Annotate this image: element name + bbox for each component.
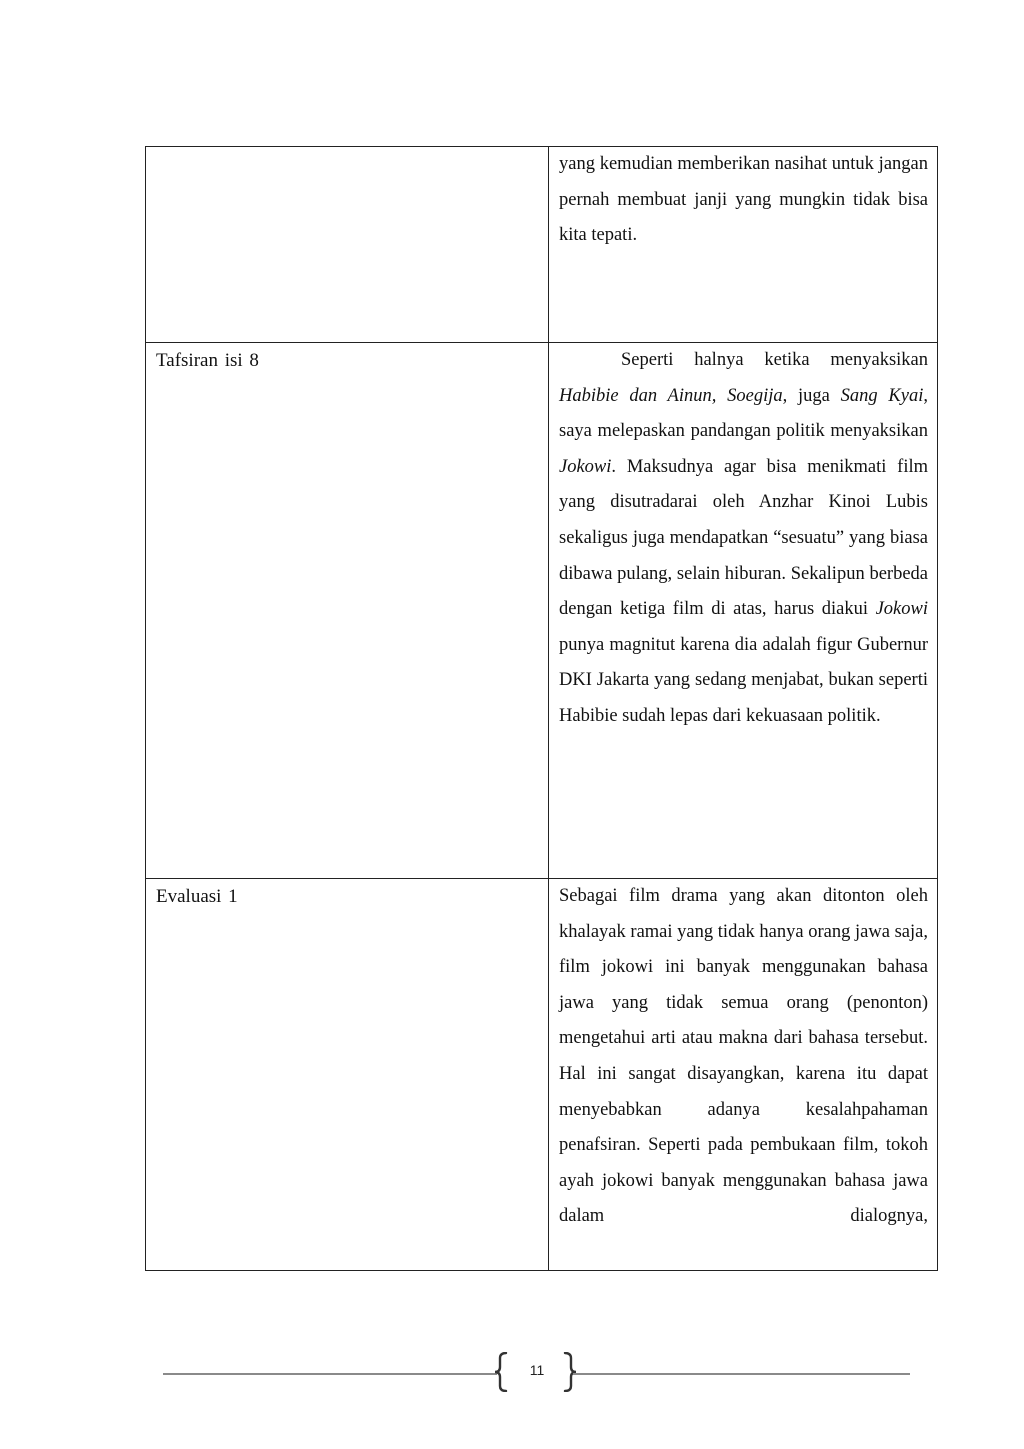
row-content	[549, 147, 938, 343]
footer-rule-right	[573, 1373, 910, 1375]
footer-rule-left	[163, 1373, 497, 1375]
paragraph-text: Sebagai film drama yang akan ditonton oleh khalayak ramai yang tidak hanya orang jawa saja, film jokowi ini banyak menggunakan bahasa jawa yang tidak semua orang (penonton) mengetahui arti atau makna dari bahasa tersebut. Hal ini sangat disayangkan, karena itu dapat menyebabkan adanya kesalahpahaman penafsiran. Seperti pada pembukaan film, tokoh ayah jokowi banyak menggunakan bahasa jawa dalam dialognya,	[559, 886, 928, 1227]
italic-title-text: Habibie dan Ainun, Soegija	[559, 385, 783, 406]
page-footer	[0, 1352, 1024, 1396]
row-content	[549, 343, 938, 879]
italic-title-text: Sang Kyai	[840, 385, 924, 406]
paragraph-text: punya magnitut karena dia adalah figur Gubernur DKI Jakarta yang sedang menjabat, bukan seperti Habibie sudah lepas dari kekuasaan politik.	[559, 634, 928, 726]
table-row	[146, 147, 938, 343]
paragraph-text: yang kemudian memberikan nasihat untuk jangan pernah membuat janji yang mungkin tidak bisa kita tepati.	[559, 154, 928, 246]
page-number: 11	[529, 1362, 545, 1378]
left-brace-ornament	[494, 1352, 510, 1392]
paragraph-text: , saya melepaskan pandangan politik menyaksikan	[559, 385, 928, 442]
italic-title-text: Jokowi	[559, 456, 612, 477]
table-row	[146, 879, 938, 1271]
paragraph	[559, 147, 928, 254]
paragraph	[559, 879, 928, 1235]
table-row	[146, 343, 938, 879]
right-brace-ornament	[561, 1352, 577, 1392]
paragraph-text: , juga	[782, 385, 841, 406]
paragraph-text: . Maksudnya agar bisa menikmati film yang disutradarai oleh Anzhar Kinoi Lubis sekaligus juga mendapatkan “sesuatu” yang biasa dibawa pulang, selain hiburan. Sekalipun berbeda dengan ketiga film di atas, harus diakui	[559, 456, 928, 620]
paragraph-text: Seperti halnya ketika menyaksikan	[621, 350, 928, 370]
paragraph	[559, 343, 928, 735]
row-content	[549, 879, 938, 1271]
row-label: Evaluasi 1	[146, 879, 549, 1271]
content-table	[145, 146, 938, 1271]
row-label	[146, 147, 549, 343]
italic-title-text: Jokowi	[875, 599, 928, 620]
row-label: Tafsiran isi 8	[146, 343, 549, 879]
